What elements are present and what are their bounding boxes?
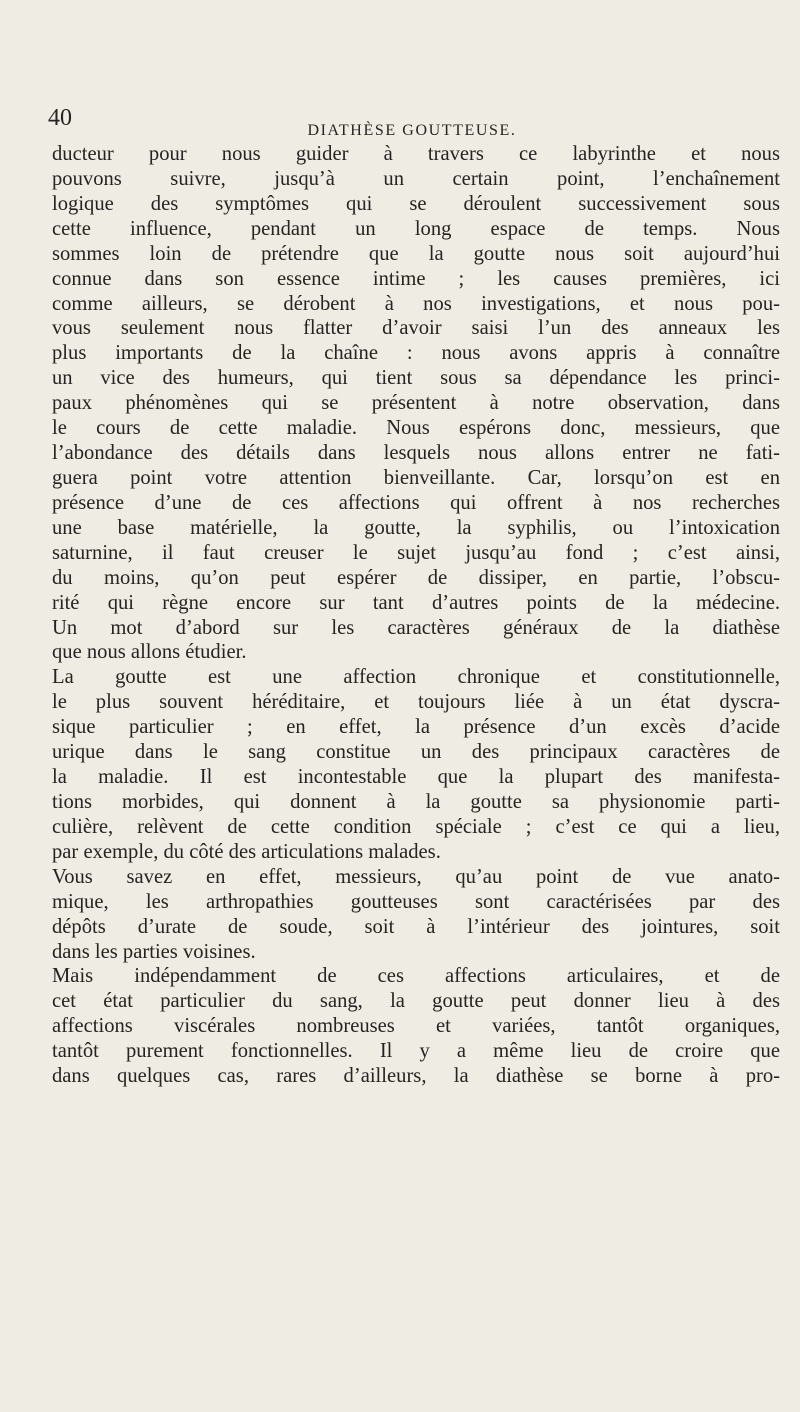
text-line: La goutte est une affection chronique et constitutionnelle, (52, 666, 780, 689)
text-line: Mais indépendamment de ces affections articulaires, et de (52, 965, 780, 988)
text-line: l’abondance des détails dans lesquels nous allons entrer ne fati- (52, 442, 780, 465)
text-line: Un mot d’abord sur les caractères généraux de la diathèse (52, 616, 780, 639)
text-line: culière, relèvent de cette condition spéciale ; c’est ce qui a lieu, (52, 815, 780, 838)
text-line: dépôts d’urate de soude, soit à l’intérieur des jointures, soit (52, 915, 780, 938)
text-line: mique, les arthropathies goutteuses sont caractérisées par des (52, 890, 780, 913)
text-line: cette influence, pendant un long espace de temps. Nous (52, 217, 780, 240)
text-line: pouvons suivre, jusqu’à un certain point, l’enchaînement (52, 167, 780, 190)
text-line: du moins, qu’on peut espérer de dissiper, en partie, l’obscu- (52, 566, 780, 589)
text-line: plus importants de la chaîne : nous avons appris à connaître (52, 342, 780, 365)
text-line: une base matérielle, la goutte, la syphilis, ou l’intoxication (52, 516, 780, 539)
text-line: urique dans le sang constitue un des principaux caractères de (52, 741, 780, 764)
page-number: 40 (48, 105, 72, 131)
text-line: logique des symptômes qui se déroulent successivement sous (52, 192, 780, 215)
text-line: paux phénomènes qui se présentent à notre observation, dans (52, 392, 780, 415)
text-line: dans les parties voisines. (52, 940, 256, 963)
text-line: cet état particulier du sang, la goutte peut donner lieu à des (52, 990, 780, 1013)
text-line: un vice des humeurs, qui tient sous sa dépendance les princi- (52, 367, 780, 390)
text-line: ducteur pour nous guider à travers ce labyrinthe et nous (52, 143, 780, 165)
page-header (48, 104, 776, 144)
text-line: vous seulement nous flatter d’avoir saisi l’un des anneaux les (52, 317, 780, 340)
text-line: sique particulier ; en effet, la présence d’un excès d’acide (52, 716, 780, 739)
text-line: le cours de cette maladie. Nous espérons donc, messieurs, que (52, 417, 780, 440)
text-line: par exemple, du côté des articulations malades. (52, 840, 441, 863)
text-line: le plus souvent héréditaire, et toujours liée à un état dyscra- (52, 691, 780, 714)
text-line: présence d’une de ces affections qui offrent à nos recherches (52, 491, 780, 514)
text-line: sommes loin de prétendre que la goutte nous soit aujourd’hui (52, 242, 780, 265)
text-line: la maladie. Il est incontestable que la plupart des manifesta- (52, 766, 780, 789)
text-line: tantôt purement fonctionnelles. Il y a même lieu de croire que (52, 1040, 780, 1063)
text-line: connue dans son essence intime ; les causes premières, ici (52, 267, 780, 290)
text-line: guera point votre attention bienveillante. Car, lorsqu’on est en (52, 466, 780, 489)
text-line: que nous allons étudier. (52, 641, 247, 664)
body-text (52, 142, 780, 1089)
running-title: DIATHÈSE GOUTTEUSE. (307, 122, 517, 139)
text-line: dans quelques cas, rares d’ailleurs, la diathèse se borne à pro- (52, 1065, 780, 1088)
text-line: comme ailleurs, se dérobent à nos investigations, et nous pou- (52, 292, 780, 315)
text-line: tions morbides, qui donnent à la goutte sa physionomie parti- (52, 790, 780, 813)
text-line: Vous savez en effet, messieurs, qu’au point de vue anato- (52, 865, 780, 888)
text-line: saturnine, il faut creuser le sujet jusqu’au fond ; c’est ainsi, (52, 541, 780, 564)
text-line: rité qui règne encore sur tant d’autres points de la médecine. (52, 591, 780, 614)
text-line: affections viscérales nombreuses et variées, tantôt organiques, (52, 1015, 780, 1038)
